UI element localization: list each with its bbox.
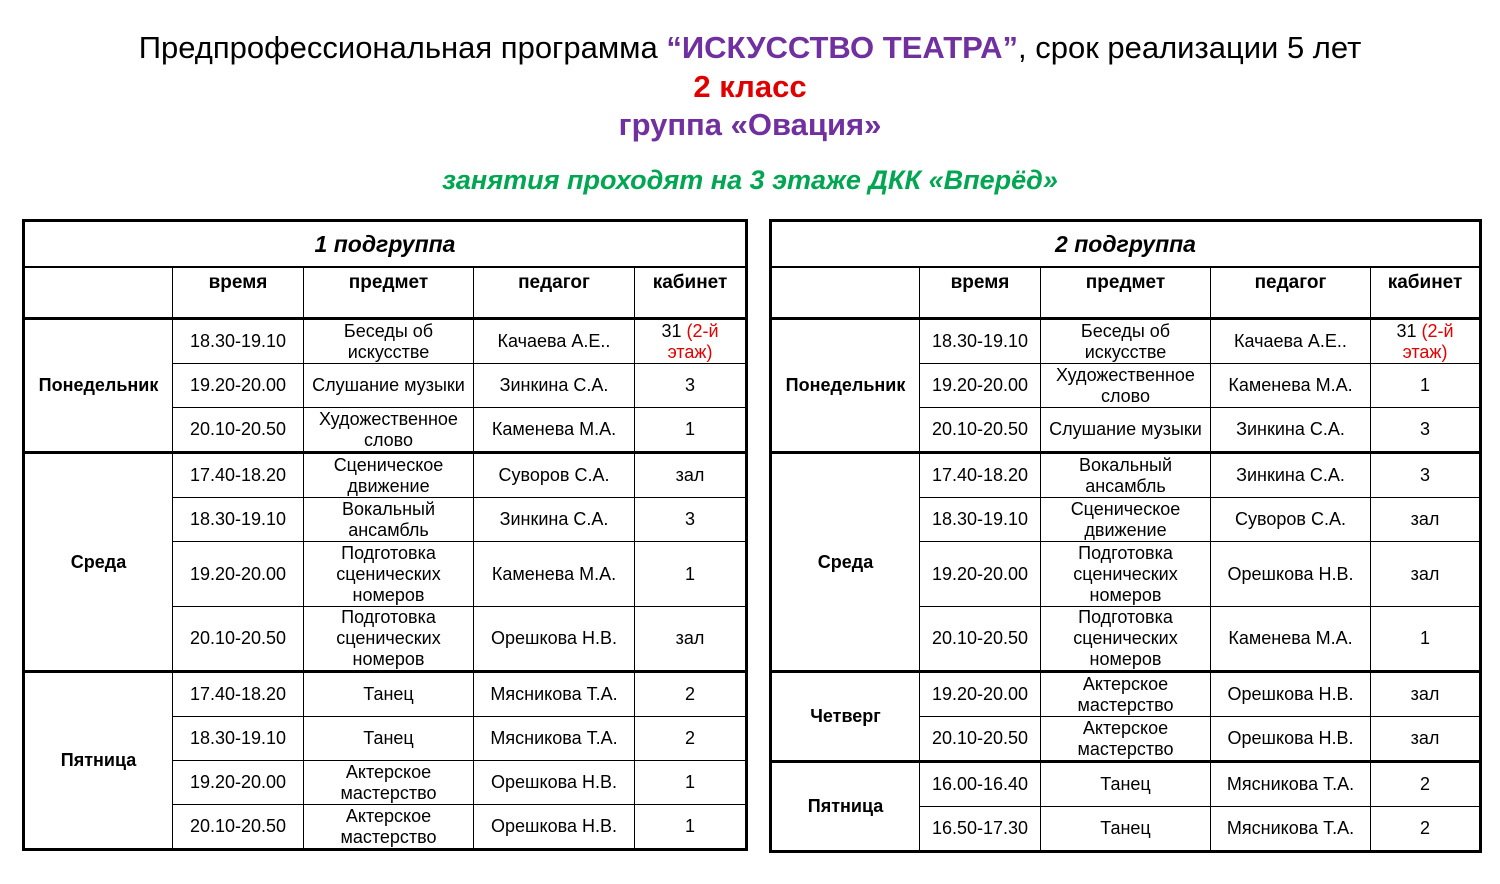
table-row [24, 319, 747, 364]
subgroup-title-row [24, 221, 747, 268]
room-cell [1371, 453, 1481, 498]
time-cell: 20.10-20.50 [920, 607, 1041, 672]
table-row [771, 672, 1481, 717]
room-cell [635, 607, 747, 672]
teacher-cell: Каменева М.А. [1211, 607, 1371, 672]
day-name: Понедельник [771, 319, 920, 453]
room-number: зал [1410, 563, 1440, 584]
teacher-cell: Качаева А.Е.. [1211, 319, 1371, 364]
room-cell [1371, 672, 1481, 717]
class-title: 2 класс [693, 69, 807, 104]
subject-cell: Танец [304, 672, 474, 717]
column-header-room: кабинет [1371, 267, 1481, 319]
room-number: зал [675, 628, 705, 648]
room-number: 2 [685, 728, 696, 748]
room-cell [635, 672, 747, 717]
subgroup-title: 2 подгруппа [771, 221, 1481, 268]
day-name: Среда [771, 453, 920, 672]
subject-cell: Актерское мастерство [1041, 717, 1211, 762]
subgroup-title: 1 подгруппа [24, 221, 747, 268]
day-name: Пятница [771, 762, 920, 852]
time-cell: 16.00-16.40 [920, 762, 1041, 807]
room-number: 3 [685, 509, 696, 529]
subject-cell: Танец [1041, 762, 1211, 807]
subject-cell: Вокальный ансамбль [304, 498, 474, 542]
time-cell: 17.40-18.20 [173, 672, 304, 717]
room-number: 2 [685, 684, 696, 704]
room-cell [1371, 364, 1481, 408]
column-header-subject: предмет [304, 267, 474, 319]
teacher-cell: Суворов С.А. [1211, 498, 1371, 542]
teacher-cell: Мясникова Т.А. [474, 672, 635, 717]
group-title: группа «Овация» [618, 107, 882, 142]
time-cell: 19.20-20.00 [920, 364, 1041, 408]
room-floor-note: (2-й этаж) [667, 320, 719, 362]
room-cell [1371, 717, 1481, 762]
room-number: 1 [685, 816, 696, 836]
room-floor-note: (2-й этаж) [1402, 320, 1454, 362]
room-number: 31 [1396, 320, 1417, 341]
location-note: занятия проходят на 3 этаже ДКК «Вперёд» [442, 165, 1058, 195]
teacher-cell: Орешкова Н.В. [474, 805, 635, 850]
time-cell: 20.10-20.50 [173, 607, 304, 672]
room-cell [635, 498, 747, 542]
column-header-day [24, 267, 173, 319]
time-cell: 18.30-19.10 [173, 498, 304, 542]
day-name: Понедельник [24, 319, 173, 453]
subject-cell: Художественное слово [1041, 364, 1211, 408]
time-cell: 17.40-18.20 [173, 453, 304, 498]
teacher-cell: Каменева М.А. [1211, 364, 1371, 408]
room-cell [1371, 542, 1481, 607]
room-number: зал [675, 465, 705, 485]
teacher-cell: Орешкова Н.В. [1211, 672, 1371, 717]
time-cell: 20.10-20.50 [173, 408, 304, 453]
table-row [771, 762, 1481, 807]
room-cell [635, 542, 747, 607]
room-number: 1 [685, 563, 696, 584]
day-name: Пятница [24, 672, 173, 850]
program-prefix: Предпрофессиональная программа [138, 30, 667, 65]
teacher-cell: Мясникова Т.А. [1211, 807, 1371, 852]
column-header-subject: предмет [1041, 267, 1211, 319]
room-cell [635, 319, 747, 364]
teacher-cell: Качаева А.Е.. [474, 319, 635, 364]
room-cell [635, 805, 747, 850]
room-number: 1 [685, 419, 696, 439]
room-number: 3 [1420, 419, 1431, 439]
time-cell: 17.40-18.20 [920, 453, 1041, 498]
teacher-cell: Орешкова Н.В. [1211, 542, 1371, 607]
column-header-room: кабинет [635, 267, 747, 319]
subject-cell: Актерское мастерство [1041, 672, 1211, 717]
day-name: Среда [24, 453, 173, 672]
table-row [771, 453, 1481, 498]
time-cell: 19.20-20.00 [173, 761, 304, 805]
subject-cell: Танец [304, 717, 474, 761]
column-header-time: время [920, 267, 1041, 319]
time-cell: 20.10-20.50 [920, 408, 1041, 453]
teacher-cell: Зинкина С.А. [1211, 453, 1371, 498]
room-cell [1371, 319, 1481, 364]
subject-cell: Подготовка сценических номеров [304, 542, 474, 607]
teacher-cell: Орешкова Н.В. [474, 761, 635, 805]
schedule-table-subgroup-1 [22, 219, 748, 851]
room-cell [1371, 498, 1481, 542]
room-number: 1 [685, 772, 696, 792]
room-cell [1371, 607, 1481, 672]
program-name: “ИСКУССТВО ТЕАТРА” [666, 30, 1018, 65]
table-row [24, 453, 747, 498]
time-cell: 18.30-19.10 [920, 319, 1041, 364]
time-cell: 18.30-19.10 [920, 498, 1041, 542]
subject-cell: Беседы об искусстве [304, 319, 474, 364]
room-cell [635, 408, 747, 453]
room-number: 3 [1420, 465, 1431, 485]
teacher-cell: Каменева М.А. [474, 542, 635, 607]
time-cell: 20.10-20.50 [920, 717, 1041, 762]
room-number: 31 [661, 320, 682, 341]
time-cell: 19.20-20.00 [173, 542, 304, 607]
teacher-cell: Зинкина С.А. [474, 498, 635, 542]
column-header-teacher: педагог [474, 267, 635, 319]
column-header-time: время [173, 267, 304, 319]
program-duration: , срок реализации 5 лет [1017, 30, 1362, 65]
time-cell: 20.10-20.50 [173, 805, 304, 850]
time-cell: 18.30-19.10 [173, 717, 304, 761]
subject-cell: Беседы об искусстве [1041, 319, 1211, 364]
column-header-day [771, 267, 920, 319]
room-cell [1371, 408, 1481, 453]
teacher-cell: Мясникова Т.А. [1211, 762, 1371, 807]
teacher-cell: Орешкова Н.В. [1211, 717, 1371, 762]
table-row [24, 672, 747, 717]
time-cell: 16.50-17.30 [920, 807, 1041, 852]
time-cell: 19.20-20.00 [920, 672, 1041, 717]
subject-cell: Танец [1041, 807, 1211, 852]
teacher-cell: Зинкина С.А. [1211, 408, 1371, 453]
program-title [0, 30, 1500, 66]
room-cell [635, 761, 747, 805]
schedule-table-subgroup-2 [769, 219, 1482, 853]
room-cell [1371, 807, 1481, 852]
time-cell: 19.20-20.00 [920, 542, 1041, 607]
time-cell: 19.20-20.00 [173, 364, 304, 408]
room-number: 3 [685, 375, 696, 395]
subject-cell: Слушание музыки [1041, 408, 1211, 453]
subject-cell: Подготовка сценических номеров [304, 607, 474, 672]
room-cell [635, 453, 747, 498]
subject-cell: Подготовка сценических номеров [1041, 607, 1211, 672]
room-number: зал [1410, 728, 1440, 748]
teacher-cell: Каменева М.А. [474, 408, 635, 453]
room-number: зал [1410, 684, 1440, 704]
subject-cell: Актерское мастерство [304, 761, 474, 805]
teacher-cell: Орешкова Н.В. [474, 607, 635, 672]
room-cell [1371, 762, 1481, 807]
teacher-cell: Суворов С.А. [474, 453, 635, 498]
room-cell [635, 364, 747, 408]
column-header-row [771, 267, 1481, 319]
room-number: 2 [1420, 818, 1431, 838]
subject-cell: Художественное слово [304, 408, 474, 453]
teacher-cell: Мясникова Т.А. [474, 717, 635, 761]
room-cell [635, 717, 747, 761]
room-number: 1 [1420, 628, 1431, 648]
room-number: 1 [1420, 375, 1431, 395]
table-row [771, 319, 1481, 364]
subject-cell: Сценическое движение [304, 453, 474, 498]
subject-cell: Подготовка сценических номеров [1041, 542, 1211, 607]
subject-cell: Сценическое движение [1041, 498, 1211, 542]
subject-cell: Вокальный ансамбль [1041, 453, 1211, 498]
day-name: Четверг [771, 672, 920, 762]
room-number: 2 [1420, 774, 1431, 794]
subgroup-title-row [771, 221, 1481, 268]
subject-cell: Слушание музыки [304, 364, 474, 408]
column-header-row [24, 267, 747, 319]
subject-cell: Актерское мастерство [304, 805, 474, 850]
teacher-cell: Зинкина С.А. [474, 364, 635, 408]
column-header-teacher: педагог [1211, 267, 1371, 319]
time-cell: 18.30-19.10 [173, 319, 304, 364]
room-number: зал [1410, 509, 1440, 529]
